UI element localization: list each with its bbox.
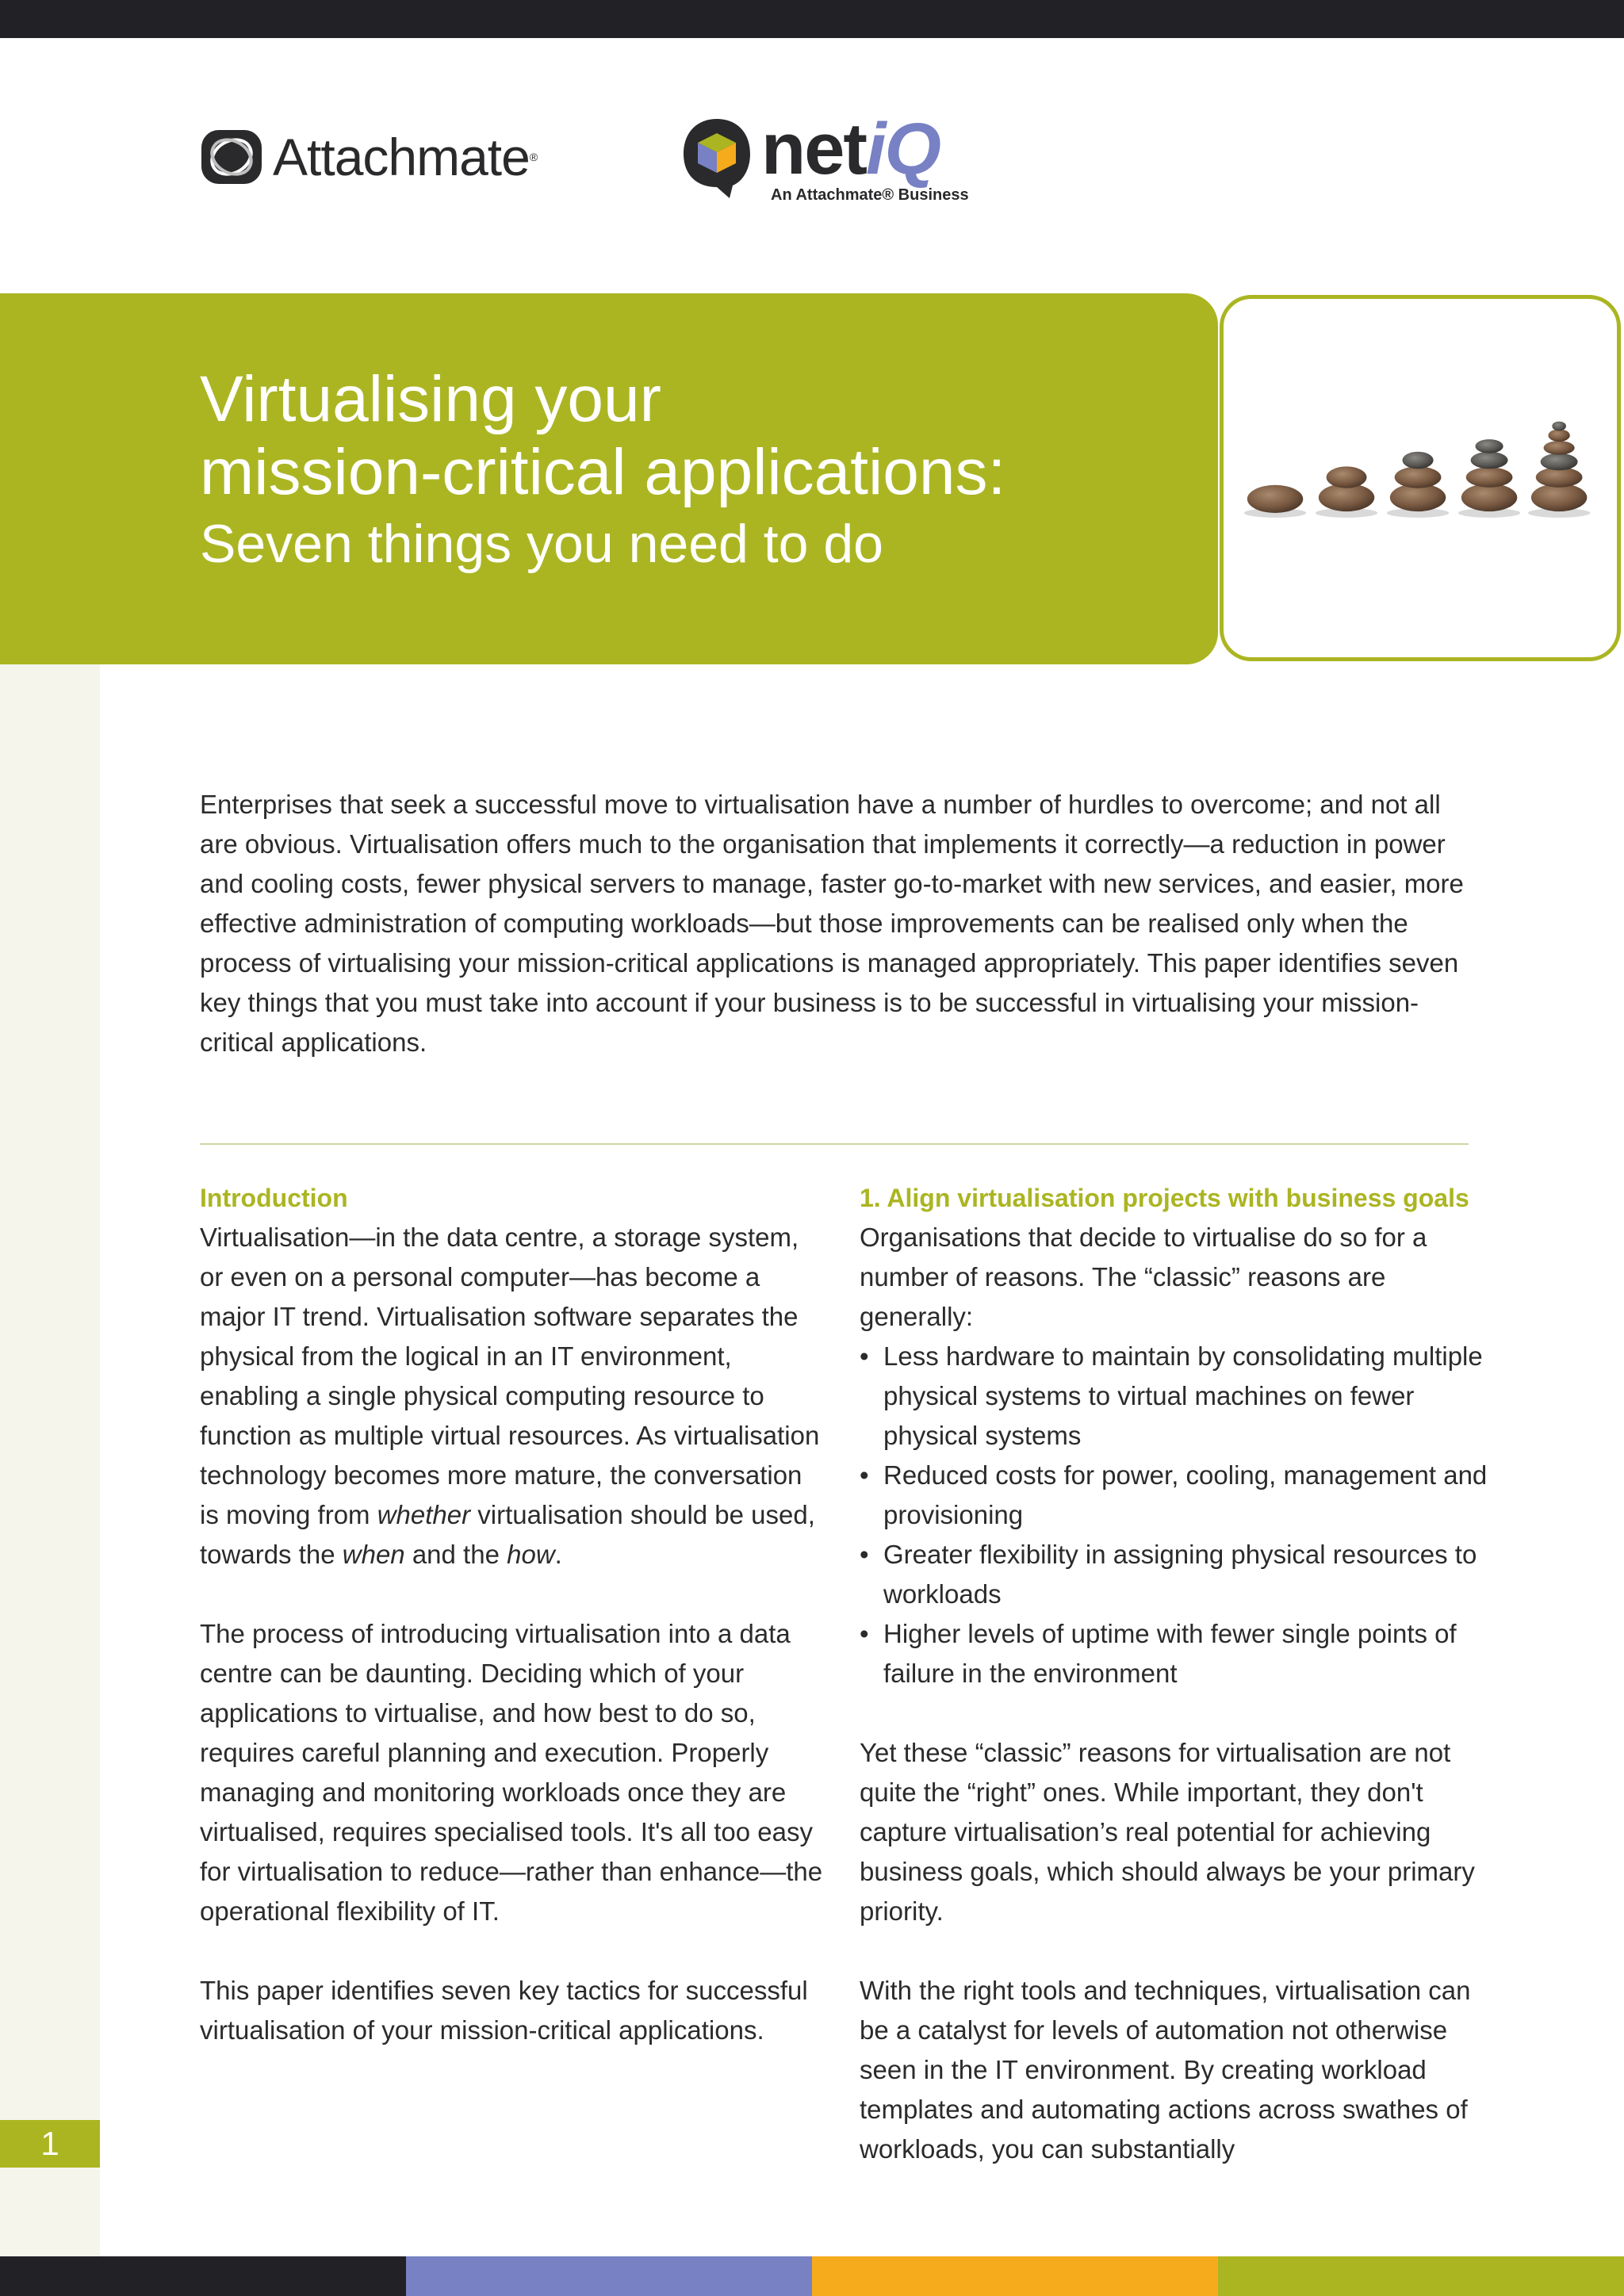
intro-p1-text-a: Virtualisation—in the data centre, a storage system, or even on a personal computer—has become a major IT trend. Virtualisation software separates the physical from the logical in an IT environment, enabling a single physical computing resource to function as multiple virtual resources. As virtualisation technology becomes more mature, the conversation is moving from bbox=[200, 1223, 820, 1529]
footer-bar-orange bbox=[812, 2256, 1218, 2296]
registered-mark: ® bbox=[529, 151, 538, 163]
section-1-paragraph-2: Yet these “classic” reasons for virtualisation are not quite the “right” ones. While important, they don't capture virtualisation’s real potential for achieving business goals, which should always be your primary priority. bbox=[860, 1738, 1475, 1926]
left-column bbox=[200, 1178, 826, 2050]
intro-p1-em-when: when bbox=[342, 1540, 405, 1569]
list-item bbox=[860, 1456, 1494, 1535]
list-item bbox=[860, 1614, 1494, 1693]
intro-paragraph: Enterprises that seek a successful move to virtualisation have a number of hurdles to overcome; and not all are obvious. Virtualisation offers much to the organisation that implements it correctly—a reduction in power and cooling costs, fewer physical servers to manage, faster go-to-market with new services, and easier, more effective administration of computing workloads—but those improvements can be realised only when the process of virtualising your mission-critical applications is managed appropriately. This paper identifies seven key things that you must take into account if your business is to be successful in virtualising your mission-critical applications. bbox=[200, 790, 1464, 1057]
footer-bar-green bbox=[1218, 2256, 1624, 2296]
netiq-cube-icon bbox=[680, 116, 753, 203]
top-bar bbox=[0, 0, 1624, 38]
section-1-paragraph-3: With the right tools and techniques, virtualisation can be a catalyst for levels of automation not otherwise seen in the IT environment. By creating workload templates and automating actions across swathes of workloads, you can substantially bbox=[860, 1976, 1471, 2164]
page-subtitle: Seven things you need to do bbox=[200, 514, 883, 574]
reasons-list bbox=[860, 1337, 1494, 1693]
netiq-wordmark bbox=[761, 109, 969, 189]
attachmate-logo bbox=[200, 127, 538, 187]
intro-p1-em-how: how bbox=[507, 1540, 555, 1569]
introduction-paragraph-3: This paper identifies seven key tactics for successful virtualisation of your mission-critical applications. bbox=[200, 1976, 808, 2045]
section-1-paragraph-1: Organisations that decide to virtualise do so for a number of reasons. The “classic” reasons are generally: bbox=[860, 1223, 1427, 1331]
bullet-icon: • bbox=[860, 1540, 869, 1569]
section-divider bbox=[200, 1143, 1469, 1145]
right-column bbox=[860, 1178, 1494, 2169]
title-line-1: Virtualising your bbox=[200, 363, 661, 435]
netiq-logo bbox=[680, 109, 969, 205]
footer-bar-dark bbox=[0, 2256, 406, 2296]
netiq-iq: iQ bbox=[866, 109, 940, 189]
page-number: 1 bbox=[0, 2120, 100, 2168]
list-item bbox=[860, 1337, 1494, 1456]
introduction-paragraph-2: The process of introducing virtualisation into a data centre can be daunting. Deciding which of your applications to virtualise, and how best to do so, requires careful planning and execution. Properly managing and monitoring workloads once they are virtualised, requires specialised tools. It's all too easy for virtualisation to reduce—rather than enhance—the operational flexibility of IT. bbox=[200, 1619, 823, 1926]
list-item bbox=[860, 1535, 1494, 1614]
intro-p1-text-b: virtualisation should be used, towards the bbox=[200, 1500, 815, 1569]
list-item-text: Less hardware to maintain by consolidating multiple physical systems to virtual machines on fewer physical systems bbox=[883, 1341, 1483, 1450]
attachmate-wordmark: Attachmate bbox=[273, 128, 530, 186]
left-margin-strip bbox=[0, 664, 100, 2256]
netiq-net: net bbox=[761, 109, 866, 189]
list-item-text: Higher levels of uptime with fewer single points of failure in the environment bbox=[883, 1619, 1457, 1688]
page-title bbox=[200, 363, 1183, 509]
title-line-2: mission-critical applications: bbox=[200, 436, 1006, 508]
bullet-icon: • bbox=[860, 1460, 869, 1490]
intro-p1-text-c: and the bbox=[404, 1540, 508, 1569]
footer-bar-purple bbox=[406, 2256, 812, 2296]
stacked-stones-image bbox=[1220, 295, 1621, 661]
introduction-heading: Introduction bbox=[200, 1184, 348, 1212]
intro-p1-text-d: . bbox=[554, 1540, 562, 1569]
list-item-text: Greater flexibility in assigning physical resources to workloads bbox=[883, 1540, 1477, 1609]
section-1-heading: 1. Align virtualisation projects with business goals bbox=[860, 1184, 1469, 1212]
list-item-text: Reduced costs for power, cooling, management and provisioning bbox=[883, 1460, 1488, 1529]
introduction-paragraph-1 bbox=[200, 1218, 826, 1575]
attachmate-logo-icon bbox=[200, 128, 263, 186]
bullet-icon: • bbox=[860, 1341, 869, 1371]
stones-illustration bbox=[1224, 299, 1617, 657]
intro-p1-em-whether: whether bbox=[377, 1500, 471, 1529]
bullet-icon: • bbox=[860, 1619, 869, 1648]
netiq-tagline: An Attachmate® Business bbox=[771, 186, 969, 204]
